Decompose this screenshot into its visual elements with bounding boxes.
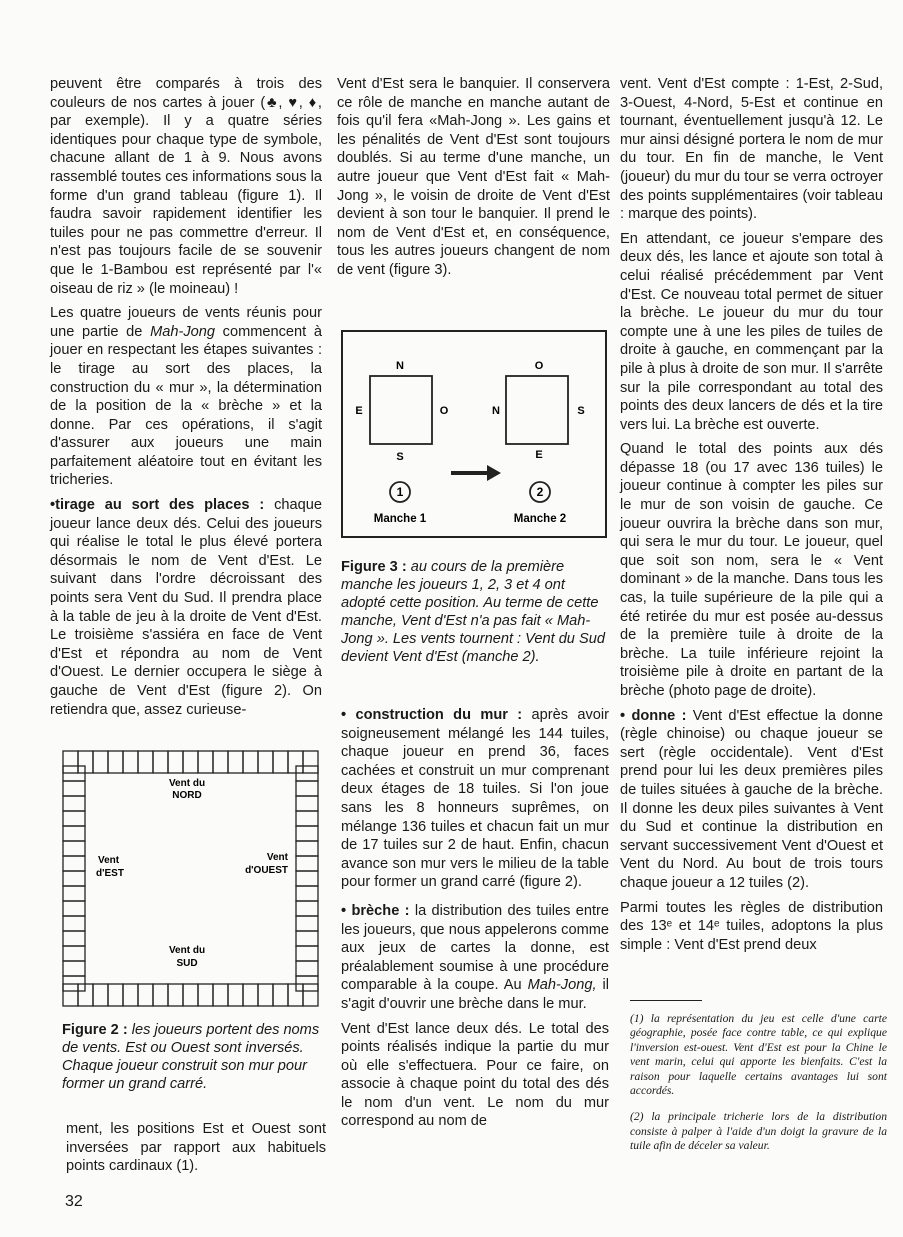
- fig2-south-label-2: SUD: [176, 958, 198, 969]
- figure-3-svg: [343, 332, 605, 536]
- figure-3-caption: [341, 558, 609, 666]
- m2-north-letter: O: [534, 360, 544, 372]
- wall-tile: [63, 751, 78, 773]
- tirage-heading: •tirage au sort des places :: [50, 497, 265, 514]
- col1-paragraph-1: peuvent être comparés à trois des couleurs de nos cartes à jouer (♣, ♥, ♦, par exemple). Il y a quatre séries identiques pour chaque type de symbole, chacune allant de 1 à 9. Nous avons rassemblé toutes ces informations sous la forme d'un grand tableau (figure 1). Il faudra savoir rapidement identifier les tuiles pour ne pas commettre d'erreur. Il n'est pas toujours facile de se souvenir que le 1-Bambou est représenté par l'« oiseau de riz » (le moineau) !: [50, 76, 322, 297]
- figure-3-diagram: [341, 330, 607, 538]
- wall-tile: [93, 751, 108, 773]
- wall-tile: [296, 961, 318, 976]
- figure-2-caption: [62, 1021, 328, 1093]
- wall-tile: [63, 811, 85, 826]
- wall-tile: [153, 751, 168, 773]
- wall-tile: [63, 796, 85, 811]
- breche-emphasis: Mah-Jong,: [527, 977, 597, 994]
- wall-tile: [63, 886, 85, 901]
- tirage-text: chaque joueur lance deux dés. Celui des joueurs qui réalise le total le plus élevé portera désormais le nom de Vent d'Est. Le suivant dans l'ordre décroissant des points sera Vent du Sud. Il prendra place à la table de jeu à la droite de Vent d'Est. Le troisième s'assiéra en face de Vent d'Est et répondra au nom de Vent d'Ouest. Le dernier occupera le siège à gauche de Vent d'Est (figure 2). On retiendra que, assez curieuse-: [50, 497, 322, 718]
- fig2-east-label-1: Vent: [98, 855, 120, 866]
- manche-1-number: 1: [396, 485, 404, 499]
- fig2-north-label-2: NORD: [172, 790, 202, 801]
- breche-text-a: la distribution des tuiles entre les joueurs, que nous appelerons comme aux jeux de cartes la donne, est préalablement soumise à une procédure comparable à la coupe. Au: [341, 902, 610, 994]
- page-number: 32: [65, 1193, 83, 1210]
- wall-tile: [296, 856, 318, 871]
- wall-tile: [63, 916, 85, 931]
- wall-tile: [63, 826, 85, 841]
- fig2-caption-label: Figure 2 :: [62, 1022, 128, 1038]
- col2-paragraph-4: Vent d'Est lance deux dés. Le total des points réalisés indique la partie du mur où elle s'effectuera. Pour ce faire, on associe à chaque point du total des dés le nom d'un vent. Le nom du mur correspond au nom de: [341, 1020, 609, 1130]
- fig2-east-label-2: d'EST: [96, 868, 124, 879]
- m1-east-letter: E: [355, 405, 363, 417]
- wall-tile: [273, 751, 288, 773]
- manche-2-square: [506, 376, 568, 444]
- wall-tile: [63, 901, 85, 916]
- col1-paragraph-2: [50, 304, 322, 490]
- manche-2-label: Manche 2: [513, 513, 567, 525]
- column-3: [620, 75, 883, 960]
- fig2-north-label-1: Vent du: [168, 778, 206, 789]
- wall-tile: [183, 751, 198, 773]
- wall-tile: [63, 856, 85, 871]
- construction-heading: • construction du mur :: [341, 707, 523, 723]
- col1-paragraph-4: ment, les positions Est et Ouest sont inversées par rapport aux habituels points cardinaux (1).: [66, 1121, 326, 1175]
- wall-tile: [296, 841, 318, 856]
- col2-paragraph-3: [341, 902, 609, 1014]
- wall-tile: [63, 871, 85, 886]
- wall-tile: [138, 751, 153, 773]
- breche-heading: • brèche :: [341, 902, 410, 919]
- col2-paragraph-2: [341, 706, 609, 892]
- wall-tile: [198, 751, 213, 773]
- col1-p2-text-a: Les quatre joueurs de vents réunis pour une partie de: [50, 305, 322, 340]
- wall-tile: [296, 916, 318, 931]
- wall-tile: [296, 826, 318, 841]
- wall-tile: [63, 841, 85, 856]
- m2-east-letter: N: [492, 405, 500, 417]
- wall-tile: [153, 984, 168, 1006]
- wall-tile: [63, 781, 85, 796]
- fig3-caption-label: Figure 3 :: [341, 559, 407, 575]
- footnote-rule: [630, 1000, 702, 1001]
- footnote-2: (2) la principale tricherie lors de la distribution consiste à palper à l'aide d'un doigt la gravure de la tuile afin de déceler sa valeur.: [630, 1110, 887, 1153]
- footnote-1: (1) la représentation du jeu est celle d'une carte géographie, posée face contre table, ce qui explique l'inversion est-ouest. Vent d'Est est pour la Chine le vent marin, celui qui apporte les bienfaits. C'est la raison pour laquelle certains avantages lui sont accordés.: [630, 1012, 887, 1098]
- col3-paragraph-3: Quand le total des points aux dés dépasse 18 (ou 17 avec 136 tuiles) le joueur continue à compter les piles sur le mur de son voisin de gauche. Ce joueur ouvrira la brèche dans son mur, qui sera le mur du tour. Le joueur, quel que soit son nom, sera le « Vent dominant » de la manche. Dans tous les cas, la tuile supérieure de la pile qui a été retirée du mur est posée au-dessus de la première tuile à droite de la brèche. La tuile inférieure rejoint la troisième pile à droite en partant de la brèche (photo page de droite).: [620, 441, 883, 699]
- wall-tile: [213, 751, 228, 773]
- col3-paragraph-1: vent. Vent d'Est compte : 1-Est, 2-Sud, 3-Ouest, 4-Nord, 5-Est et continue en tournant, éventuellement jusqu'à 12. Le mur ainsi désigné portera le nom de mur du tour. En fin de manche, le Vent (joueur) du mur du tour se verra octroyer des points supplémentaires (voir tableau : marque des points).: [620, 76, 883, 223]
- wall-tile: [243, 984, 258, 1006]
- wall-tile: [296, 886, 318, 901]
- wall-tile: [63, 946, 85, 961]
- donne-text: Vent d'Est effectue la donne (règle chinoise) ou chaque joueur se sert (règle occidentale). Vent d'Est prend pour lui les deux premières piles de tuiles situées à gauche de la brèche. Il donne les deux piles suivantes à Vent du Sud et continue la distribution en servant successivement Vent d'Ouest et Vent du Nord. Au bout de trois tours chaque joueur a 12 tuiles (2).: [620, 707, 883, 891]
- column-2-bottom: [341, 706, 609, 1137]
- wall-tile: [303, 984, 318, 1006]
- col1-p2-text-b: commencent à jouer en respectant les étapes suivantes : le tirage au sort des places, la construction du « mur », la détermination de la position de la « brèche » et la donne. Par ces opérations, il s'agit d'assurer aux joueurs une main parfaitement aléatoire tout en évitant les tricheries.: [50, 323, 322, 489]
- wall-tile: [123, 751, 138, 773]
- column-1: [50, 75, 322, 725]
- manche-1-label: Manche 1: [373, 513, 427, 525]
- manche-2-number: 2: [536, 485, 544, 499]
- wall-tile: [63, 931, 85, 946]
- figure-2-diagram: [62, 750, 320, 1008]
- fig2-west-label-2: d'OUEST: [245, 865, 288, 876]
- col1-paragraph-3: [50, 496, 322, 719]
- wall-tile: [63, 984, 78, 1006]
- col3-paragraph-4: [620, 707, 883, 893]
- wall-tile: [63, 961, 85, 976]
- col1-continuation: [66, 1120, 326, 1182]
- col3-paragraph-5: Parmi toutes les règles de distribution des 13ᵉ et 14ᵉ tuiles, adoptons la plus simple : Vent d'Est prend deux: [620, 899, 883, 953]
- wall-tile: [296, 796, 318, 811]
- wall-tile: [296, 781, 318, 796]
- wall-tile: [123, 984, 138, 1006]
- wall-tile: [303, 751, 318, 773]
- fig2-south-label-1: Vent du: [168, 945, 206, 956]
- m2-south-letter: E: [535, 449, 543, 461]
- fig2-caption-text: les joueurs portent des noms de vents. Est ou Ouest sont inversés. Chaque joueur construit son mur pour former un grand carré.: [62, 1022, 320, 1092]
- wall-tile: [138, 984, 153, 1006]
- arrow-right-icon: [487, 465, 501, 481]
- wall-tile: [243, 751, 258, 773]
- column-2-top: [337, 75, 610, 286]
- wall-tile: [296, 871, 318, 886]
- m1-west-letter: O: [439, 405, 449, 417]
- wall-tile: [296, 901, 318, 916]
- wall-tile: [108, 751, 123, 773]
- wall-tile: [108, 984, 123, 1006]
- wall-tile: [296, 946, 318, 961]
- manche-1-square: [370, 376, 432, 444]
- wall-tile: [168, 984, 183, 1006]
- m1-north-letter: N: [396, 360, 404, 372]
- donne-heading: • donne :: [620, 707, 687, 724]
- wall-tile: [198, 984, 213, 1006]
- construction-text: après avoir soigneusement mélangé les 144 tuiles, chaque joueur en prend 36, faces cachées et construit un mur comprenant deux étages de 18 tuiles. Si l'on joue sans les 8 honneurs suprêmes, on mélange 136 tuiles et chacun fait un mur de 17 tuiles sur 2 de haut. Enfin, chacun avance son mur vers le milieu de la table pour former un grand carré (figure 2).: [341, 707, 609, 891]
- wall-tile: [228, 984, 243, 1006]
- m1-south-letter: S: [396, 451, 404, 463]
- wall-tile: [213, 984, 228, 1006]
- wall-tile: [168, 751, 183, 773]
- wall-tile: [93, 984, 108, 1006]
- wall-tile: [296, 931, 318, 946]
- col1-p2-emphasis: Mah-Jong: [150, 323, 215, 340]
- breche-text-b: il s'agit d'ouvrir une brèche dans le mur.: [341, 977, 609, 1012]
- footnotes: [630, 1012, 887, 1166]
- wall-tile: [228, 751, 243, 773]
- wall-tile: [273, 984, 288, 1006]
- wall-tile: [296, 811, 318, 826]
- fig2-west-label-1: Vent: [266, 852, 288, 863]
- wall-tile: [183, 984, 198, 1006]
- wall-tile: [258, 984, 273, 1006]
- fig3-caption-text: au cours de la première manche les joueurs 1, 2, 3 et 4 ont adopté cette position. Au terme de cette manche, Vent d'Est n'a pas fait « Mah-Jong ». Les vents tournent : Vent du Sud devient Vent d'Est (manche 2).: [341, 559, 605, 665]
- col2-paragraph-1: Vent d'Est sera le banquier. Il conservera ce rôle de manche en manche autant de fois qu'il fera «Mah-Jong ». Les gains et les pénalités de Vent d'Est sont toujours doublés. Si au terme d'une manche, un autre joueur que Vent d'Est fait « Mah-Jong », le voisin de droite de Vent d'Est devient à son tour le banquier. Il prend le nom de Vent d'Est et, en conséquence, tous les autres joueurs changent de nom de vent (figure 3).: [337, 76, 610, 278]
- col3-paragraph-2: En attendant, ce joueur s'empare des deux dés, les lance et ajoute son total à celui réalisé précédemment par Vent d'Est. Ce nouveau total permet de situer la brèche. Le joueur du mur du tour compte une à une les piles de tuiles de droite à gauche, en commençant par la pile à plus à droite de son mur. Il s'arrête sur la pile correspondant au total des points des deux lancers de dés et la tire vers lui. La brèche est ouverte.: [620, 230, 883, 433]
- m2-west-letter: S: [577, 405, 585, 417]
- wall-tile: [258, 751, 273, 773]
